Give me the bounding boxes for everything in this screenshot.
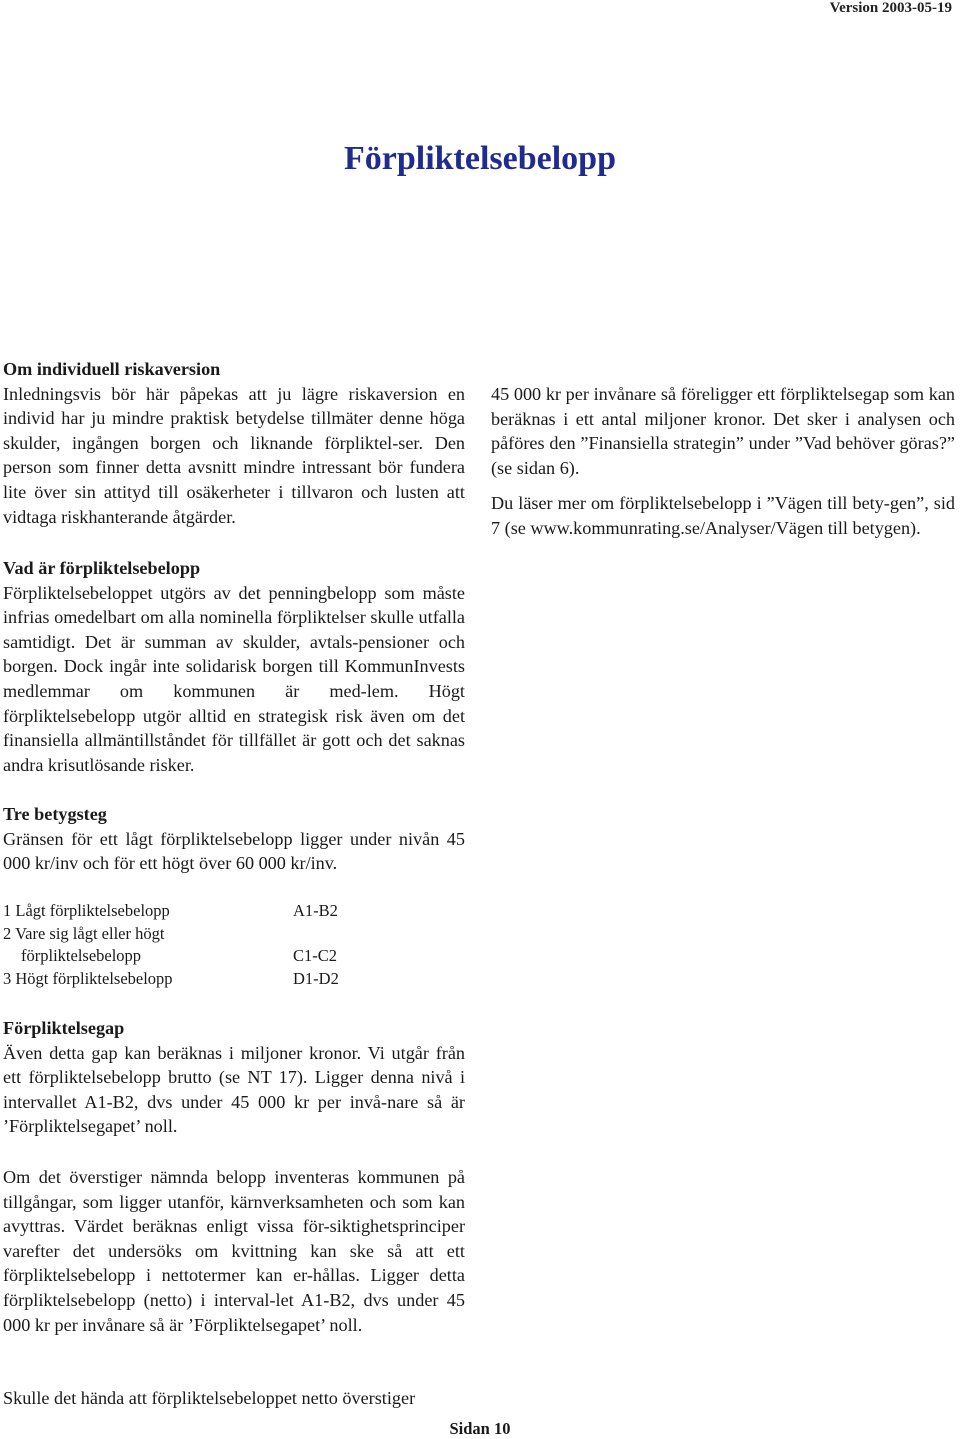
table-grade: D1-D2 bbox=[293, 968, 339, 988]
table-label: förpliktelsebelopp bbox=[21, 946, 142, 966]
grade-table bbox=[3, 900, 403, 990]
table-label: 2 Vare sig lågt eller högt bbox=[3, 923, 165, 943]
table-row bbox=[3, 945, 403, 968]
section-body: Gränsen för ett lågt förpliktelsebelopp ligger under nivån 45 000 kr/inv och för ett högt över 60 000 kr/inv. bbox=[3, 828, 465, 874]
page-title: Förpliktelsebelopp bbox=[343, 140, 617, 177]
right-column bbox=[491, 382, 955, 541]
section-body: Även detta gap kan beräknas i miljoner kronor. Vi utgår från ett förpliktelsebelopp brutto (se NT 17). Ligger denna nivå i intervallet A1-B2, dvs under 45 000 kr per invå-nare så är ’Förpliktelsegapet’ noll. bbox=[3, 1042, 465, 1137]
section-heading: Förpliktelsegap bbox=[3, 1018, 125, 1038]
table-label: 3 Högt förpliktelsebelopp bbox=[3, 968, 173, 988]
section-heading: Vad är förpliktelsebelopp bbox=[3, 558, 201, 578]
section-heading: Om individuell riskaversion bbox=[3, 359, 221, 379]
section-gap bbox=[3, 1016, 465, 1139]
table-row bbox=[3, 900, 403, 923]
version-label: Version 2003-05-19 bbox=[829, 0, 952, 16]
table-label: 1 Lågt förpliktelsebelopp bbox=[3, 901, 170, 920]
section-what-is bbox=[3, 556, 465, 777]
section-body: Förpliktelsebeloppet utgörs av det penningbelopp som måste infrias omedelbart om alla nominella förpliktelser skulle utfalla samtidigt. Det är summan av skulder, avtals-pensioner och borgen. Dock ingår inte solidarisk borgen till KommunInvests medlemmar om kommunen är med-lem. Högt förpliktelsebelopp utgör alltid en strategisk risk även om det finansiella allmäntillståndet för tillfället är gott och det saknas andra krisutlösande risker. bbox=[3, 582, 465, 775]
section-body: Om det överstiger nämnda belopp inventeras kommunen på tillgångar, som ligger utanför, kärnverksamheten och som kan avyttras. Värdet beräknas enligt vissa för-siktighetsprinciper varefter det undersöks om kvittning kan ske så att ett förpliktelsebelopp i nettotermer kan er-hållas. Ligger detta förpliktelsebelopp (netto) i interval-let A1-B2, dvs under 45 000 kr per invånare så är ’Förpliktelsegapet’ noll. bbox=[3, 1167, 465, 1335]
section-body: Inledningsvis bör här påpekas att ju lägre riskaversion en individ har ju mindre praktisk betydelse tillmäter denne höga skulder, ingången borgen och liknande förpliktel-ser. Den person som finner detta avsnitt mindre intressant bör fundera lite över sin attityd till osäkerheter i tillvaron och lusten att vidtaga riskhanterande åtgärder. bbox=[3, 383, 465, 527]
table-row bbox=[3, 968, 403, 991]
section-heading: Tre betygsteg bbox=[3, 804, 107, 824]
section-risk-aversion bbox=[3, 357, 465, 529]
section-exceed bbox=[3, 1165, 465, 1337]
table-grade: A1-B2 bbox=[293, 901, 338, 920]
section-body: 45 000 kr per invånare så föreligger ett förpliktelsegap som kan beräknas i ett antal miljoner kronor. Det sker i analysen och påföres den ”Finansiella strategin” under ”Vad behöver göras?” (se sidan 6). bbox=[491, 384, 955, 478]
section-body: Skulle det hända att förpliktelsebeloppet netto överstiger bbox=[3, 1388, 416, 1408]
table-grade: C1-C2 bbox=[293, 946, 338, 966]
table-row bbox=[3, 923, 403, 946]
section-continued bbox=[3, 1386, 465, 1411]
section-body: Du läser mer om förpliktelsebelopp i ”Vägen till bety-gen”, sid 7 (se www.kommunrating.se/Analyser/Vägen till betygen). bbox=[491, 493, 955, 538]
section-three-steps bbox=[3, 802, 465, 876]
page-number: Sidan 10 bbox=[449, 1419, 511, 1438]
